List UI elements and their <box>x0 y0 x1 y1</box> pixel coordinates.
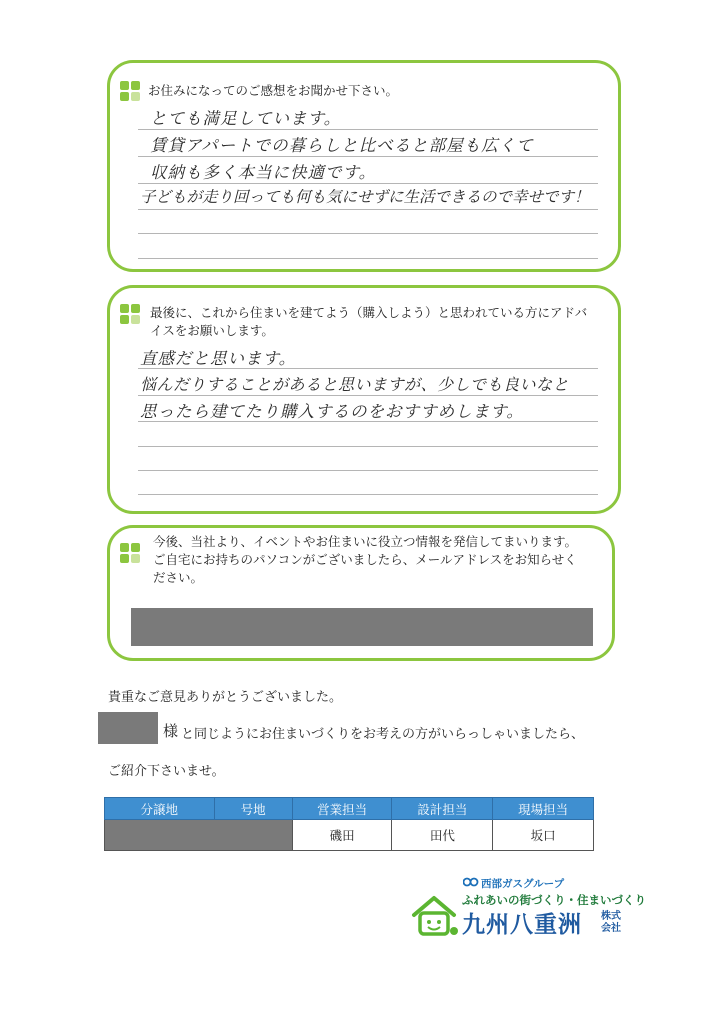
sales-staff-name: 磯田 <box>292 820 392 851</box>
handwritten-answer-line: とても満足しています。 <box>150 109 342 128</box>
clover-icon <box>120 81 142 103</box>
answer-ruled-line <box>138 183 598 184</box>
email-section <box>107 525 615 661</box>
email-address-redacted <box>131 608 593 646</box>
advice-question: 最後に、これから住まいを建てよう（購入しよう）と思われている方にアドバイスをお願いします。 <box>150 305 588 338</box>
staff-table <box>104 797 594 851</box>
clover-icon <box>120 543 142 565</box>
answer-ruled-line <box>138 233 598 234</box>
answer-ruled-line <box>138 470 598 471</box>
company-type-top: 株式 <box>601 911 621 922</box>
handwritten-answer-line: 子どもが走り回っても何も気にせずに生活できるので幸せです！ <box>140 188 590 206</box>
handwritten-answer-line: 賃貸アパートでの暮らしと比べると部屋も広くて <box>150 136 534 155</box>
handwritten-answer-line: 思ったら建てたり購入するのをおすすめします。 <box>140 402 524 421</box>
email-question: 今後、当社より、イベントやお住まいに役立つ情報を発信してまいります。ご自宅にお持ちのパソコンがございましたら、メールアドレスをお知らせください。 <box>153 534 578 585</box>
handwritten-answer-line: 悩んだりすることがあると思いますが、少しでも良いなと <box>140 375 570 394</box>
answer-ruled-line <box>138 258 598 259</box>
customer-name-redacted <box>98 712 158 744</box>
header-sales-staff: 営業担当 <box>292 798 392 820</box>
answer-ruled-line <box>138 156 598 157</box>
header-site-staff: 現場担当 <box>493 798 594 820</box>
referral-text: と同じようにお住まいづくりをお考えの方がいらっしゃいましたら、 <box>181 727 585 742</box>
clover-icon <box>120 304 142 326</box>
impression-section <box>107 60 621 272</box>
referral-end-text: ご紹介下さいませ。 <box>108 764 225 779</box>
company-tagline: ふれあいの街づくり・住まいづくり <box>462 893 646 907</box>
staff-table-header-row <box>105 798 594 820</box>
answer-ruled-line <box>138 395 598 396</box>
company-name: 九州八重洲 <box>462 912 582 938</box>
impression-question: お住みになってのご感想をお聞かせ下さい。 <box>148 83 399 98</box>
header-lot-area: 分譲地 <box>105 798 215 820</box>
group-mark-icon <box>463 876 479 888</box>
lot-info-redacted <box>105 820 293 851</box>
answer-ruled-line <box>138 209 598 210</box>
answer-ruled-line <box>138 129 598 130</box>
staff-table-value-row <box>105 820 594 851</box>
header-design-staff: 設計担当 <box>392 798 493 820</box>
handwritten-answer-line: 直感だと思います。 <box>140 349 297 368</box>
header-lot-number: 号地 <box>214 798 292 820</box>
answer-ruled-line <box>138 494 598 495</box>
advice-section <box>107 285 621 514</box>
customer-honorific: 様 <box>163 722 179 740</box>
group-name: 西部ガスグループ <box>481 878 565 890</box>
thanks-text: 貴重なご意見ありがとうございました。 <box>108 690 343 705</box>
house-mascot-icon <box>410 893 460 937</box>
handwritten-answer-line: 収納も多く本当に快適です。 <box>150 163 377 182</box>
company-type-bottom: 会社 <box>601 923 621 934</box>
answer-ruled-line <box>138 446 598 447</box>
design-staff-name: 田代 <box>392 820 493 851</box>
site-staff-name: 坂口 <box>493 820 594 851</box>
